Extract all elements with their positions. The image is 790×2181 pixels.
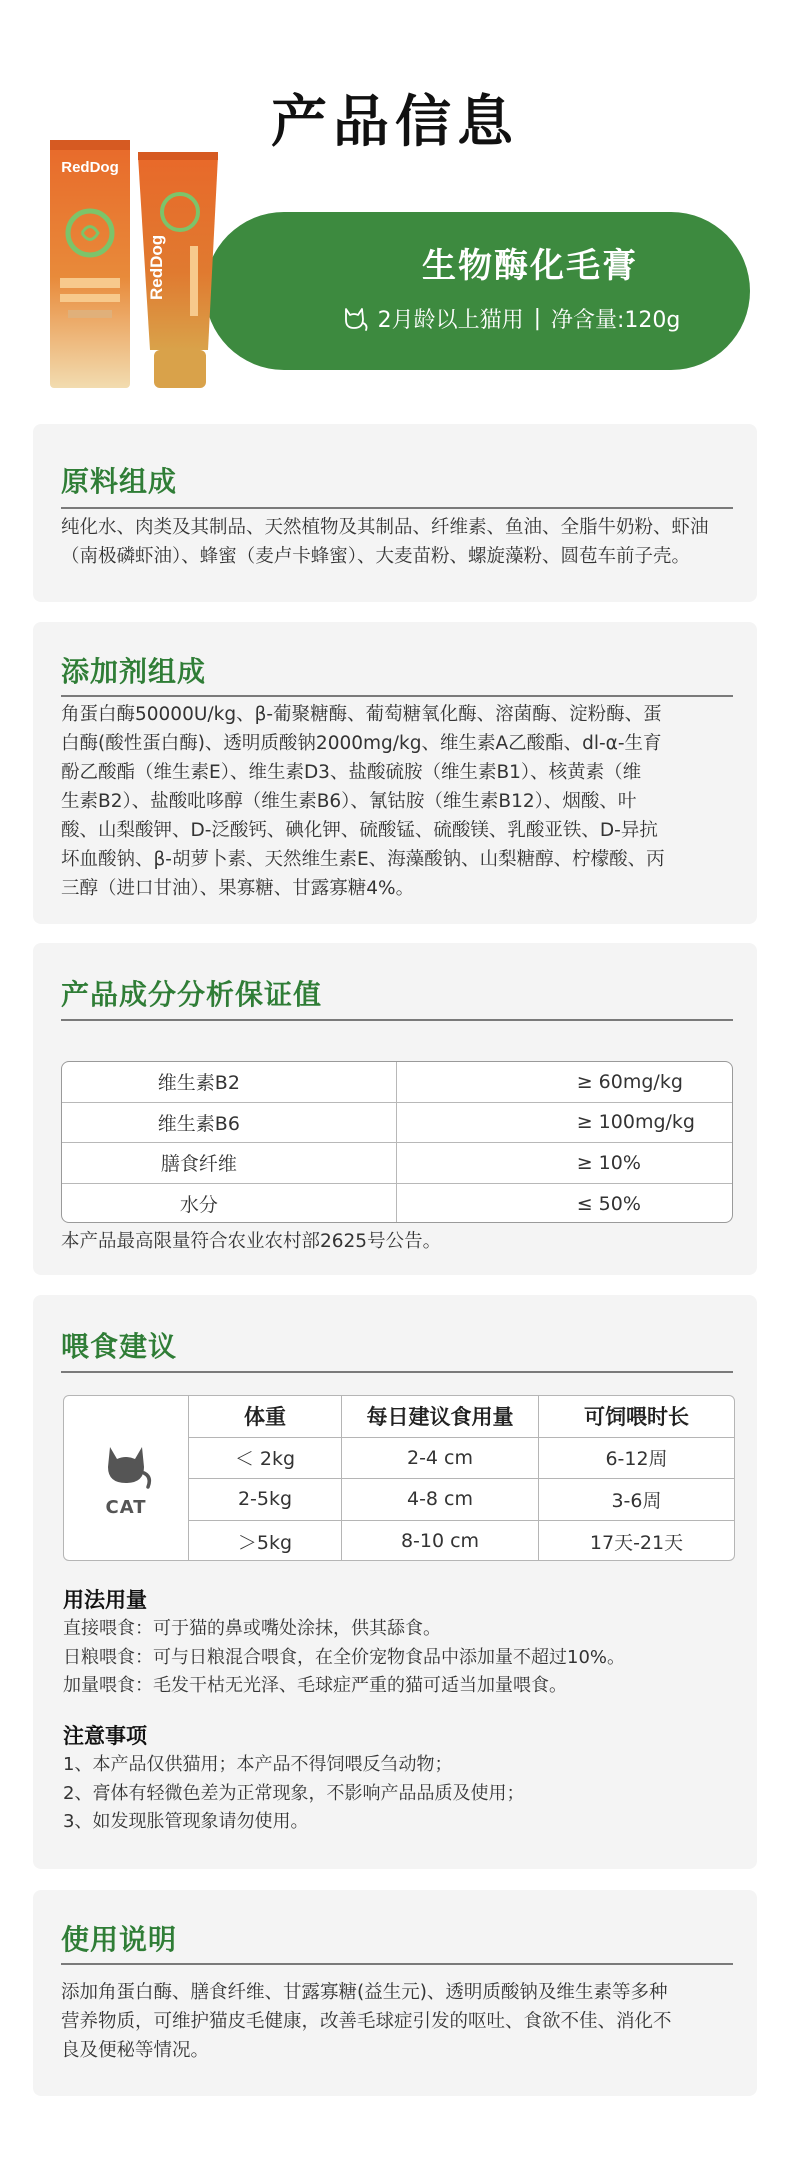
column-header: 每日建议食用量 bbox=[342, 1396, 539, 1437]
heading-divider bbox=[61, 1963, 733, 1965]
additives-text bbox=[61, 700, 733, 903]
table-row bbox=[62, 1143, 732, 1184]
notes-heading: 注意事项 bbox=[63, 1724, 147, 1748]
text-line: 直接喂食：可于猫的鼻或嘴处涂抹，供其舔食。 bbox=[63, 1618, 441, 1639]
text-line: 纯化水、肉类及其制品、天然植物及其制品、纤维素、鱼油、全脂牛奶粉、虾油 bbox=[61, 517, 709, 538]
ingredients-heading: 原料组成 bbox=[61, 465, 178, 498]
column-header: 可饲喂时长 bbox=[584, 1405, 689, 1430]
text-line: （南极磷虾油）、蜂蜜（麦卢卡蜂蜜）、大麦苗粉、螺旋藻粉、圆苞车前子壳。 bbox=[61, 546, 691, 567]
nutrient-name: 维生素B6 bbox=[62, 1103, 397, 1143]
notes-text bbox=[63, 1751, 524, 1837]
product-subtitle bbox=[285, 300, 735, 336]
heading-divider bbox=[61, 507, 733, 509]
weight-cell: 2-5kg bbox=[189, 1479, 342, 1520]
column-header: 体重 bbox=[189, 1396, 342, 1437]
duration-cell: 3-6周 bbox=[611, 1489, 662, 1512]
product-tube-back bbox=[130, 150, 225, 393]
table-row bbox=[62, 1062, 732, 1103]
table-row bbox=[189, 1438, 734, 1480]
guarantee-table bbox=[61, 1061, 733, 1223]
tube-brand-text: RedDog bbox=[61, 159, 119, 176]
ingredients-text bbox=[61, 513, 733, 571]
product-net-weight: 净含量:120g bbox=[551, 307, 681, 333]
text-line: 1、本产品仅供猫用；本产品不得饲喂反刍动物； bbox=[63, 1754, 453, 1775]
text-line: 酸、山梨酸钾、D-泛酸钙、碘化钾、硫酸锰、硫酸镁、乳酸亚铁、D-异抗 bbox=[61, 820, 658, 841]
text-line: 添加角蛋白酶、膳食纤维、甘露寡糖(益生元)、透明质酸钠及维生素等多种 bbox=[61, 1982, 668, 2003]
product-name: 生物酶化毛膏 bbox=[422, 246, 638, 286]
subtitle-separator: | bbox=[533, 305, 542, 331]
cat-outline-icon bbox=[340, 303, 370, 333]
ingredients-card bbox=[33, 424, 757, 602]
text-line: 坏血酸钠、β-胡萝卜素、天然维生素E、海藻酸钠、山梨糖醇、柠檬酸、丙 bbox=[61, 849, 665, 870]
usage-text bbox=[63, 1615, 625, 1701]
text-line: 角蛋白酶50000U/kg、β-葡聚糖酶、葡萄糖氧化酶、溶菌酶、淀粉酶、蛋 bbox=[61, 704, 662, 725]
svg-text:RedDog: RedDog bbox=[147, 234, 166, 300]
feeding-grid bbox=[189, 1396, 734, 1560]
guarantee-note: 本产品最高限量符合农业农村部2625号公告。 bbox=[61, 1231, 442, 1252]
text-line: 3、如发现胀管现象请勿使用。 bbox=[63, 1811, 309, 1832]
table-row bbox=[189, 1479, 734, 1521]
text-line: 日粮喂食：可与日粮混合喂食，在全价宠物食品中添加量不超过10%。 bbox=[63, 1646, 626, 1668]
table-header-row bbox=[189, 1396, 734, 1438]
heading-divider bbox=[61, 1371, 733, 1373]
text-line: 三醇（进口甘油）、果寡糖、甘露寡糖4%。 bbox=[61, 878, 415, 899]
duration-cell: 17天-21天 bbox=[589, 1531, 684, 1554]
cat-label: CAT bbox=[105, 1496, 147, 1518]
additives-card bbox=[33, 622, 757, 924]
heading-divider bbox=[61, 695, 733, 697]
table-row bbox=[62, 1184, 732, 1224]
text-line: 良及便秘等情况。 bbox=[61, 2040, 210, 2061]
duration-cell: 6-12周 bbox=[605, 1448, 668, 1471]
cat-icon bbox=[100, 1439, 152, 1491]
feeding-table bbox=[63, 1395, 735, 1561]
text-line: 加量喂食：毛发干枯无光泽、毛球症严重的猫可适当加量喂食。 bbox=[63, 1675, 567, 1696]
nutrient-name: 膳食纤维 bbox=[62, 1143, 397, 1183]
additives-heading: 添加剂组成 bbox=[61, 655, 207, 688]
product-banner bbox=[205, 212, 750, 370]
amount-cell: 4-8 cm bbox=[342, 1479, 539, 1520]
usage-heading: 用法用量 bbox=[63, 1588, 147, 1612]
amount-cell: 2-4 cm bbox=[342, 1438, 539, 1479]
product-age: 2月龄以上猫用 bbox=[377, 307, 524, 333]
text-line: 生素B2）、盐酸吡哆醇（维生素B6）、氰钴胺（维生素B12）、烟酸、叶 bbox=[61, 791, 637, 812]
text-line: 白酶(酸性蛋白酶)、透明质酸钠2000mg/kg、维生素A乙酸酯、dl-α-生育 bbox=[61, 733, 662, 754]
text-line: 2、膏体有轻微色差为正常现象，不影响产品品质及使用； bbox=[63, 1782, 525, 1804]
nutrient-value: ≥ 100mg/kg bbox=[576, 1111, 695, 1134]
nutrient-name: 维生素B2 bbox=[62, 1062, 397, 1102]
text-line: 酚乙酸酯（维生素E）、维生素D3、盐酸硫胺（维生素B1）、核黄素（维 bbox=[61, 762, 642, 783]
guarantee-heading: 产品成分分析保证值 bbox=[61, 978, 323, 1011]
feeding-heading: 喂食建议 bbox=[61, 1330, 178, 1363]
table-row bbox=[62, 1103, 732, 1144]
text-line: 营养物质，可维护猫皮毛健康，改善毛球症引发的呕吐、食欲不佳、消化不 bbox=[61, 2011, 672, 2032]
instructions-text bbox=[61, 1978, 733, 2065]
amount-cell: 8-10 cm bbox=[342, 1521, 539, 1562]
feeding-card bbox=[33, 1295, 757, 1869]
heading-divider bbox=[61, 1019, 733, 1021]
nutrient-value: ≥ 10% bbox=[576, 1151, 641, 1174]
instructions-card bbox=[33, 1890, 757, 2096]
weight-cell: ＜ 2kg bbox=[189, 1438, 342, 1479]
cat-column bbox=[64, 1396, 189, 1560]
product-tube-front bbox=[46, 138, 134, 390]
nutrient-value: ≥ 60mg/kg bbox=[576, 1070, 683, 1093]
weight-cell: ＞5kg bbox=[189, 1521, 342, 1562]
nutrient-name: 水分 bbox=[62, 1184, 397, 1224]
page-title: 产品信息 bbox=[271, 90, 519, 155]
table-row bbox=[189, 1521, 734, 1562]
nutrient-value: ≤ 50% bbox=[576, 1192, 641, 1215]
instructions-heading: 使用说明 bbox=[61, 1923, 178, 1956]
guarantee-card bbox=[33, 943, 757, 1275]
